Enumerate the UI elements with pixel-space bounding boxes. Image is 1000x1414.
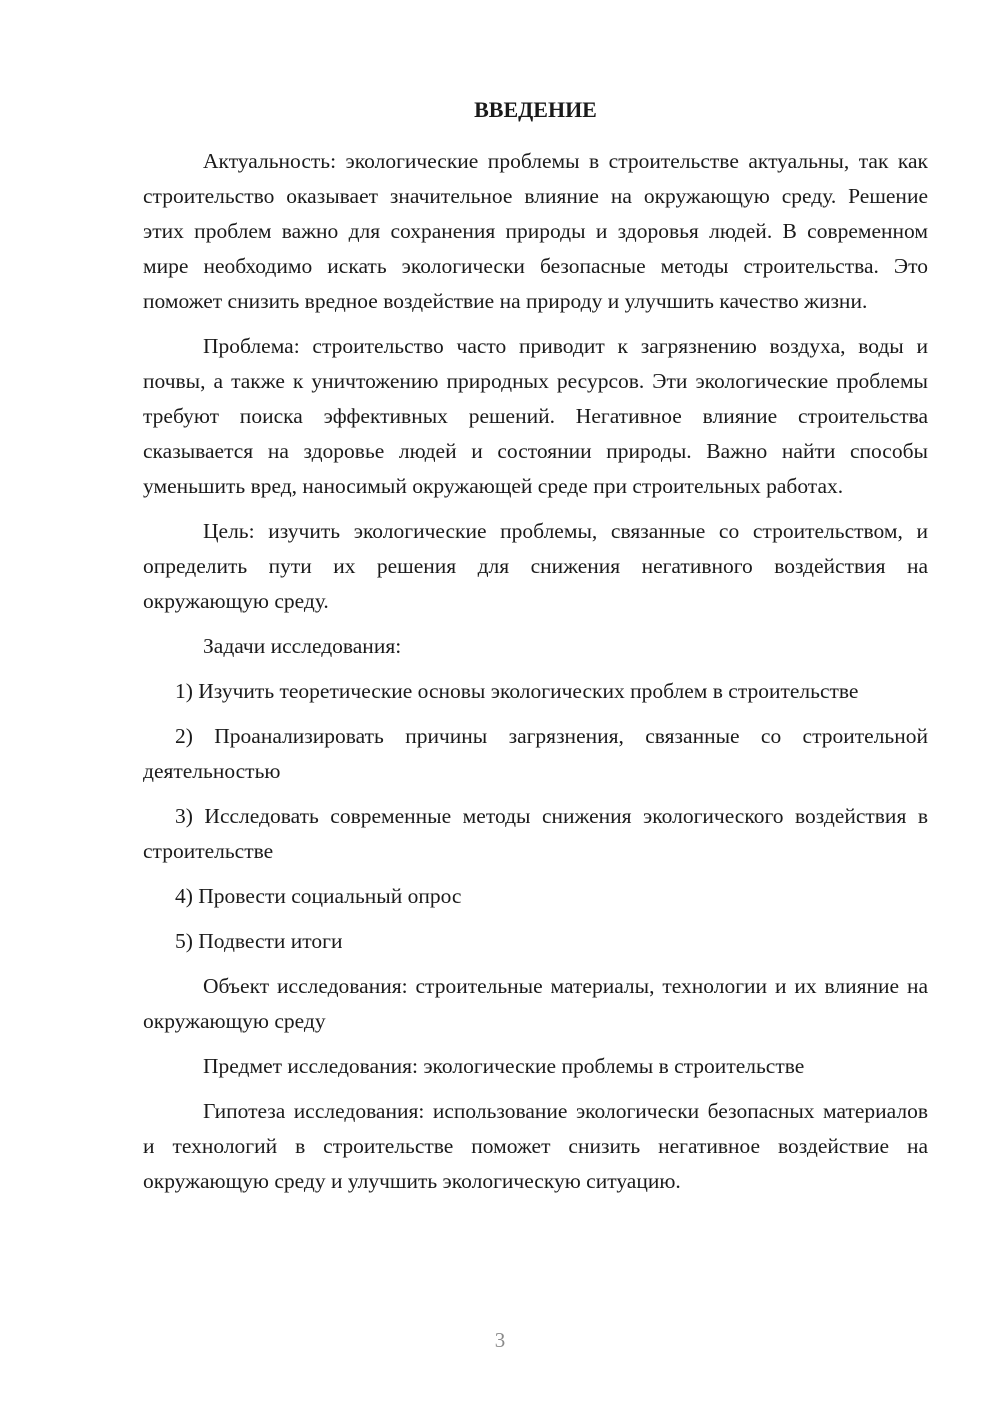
paragraph-subject: Предмет исследования: экологические проблемы в строительстве (203, 1054, 805, 1078)
paragraph-object: Объект исследования: строительные материалы, технологии и их влияние на окружающую среду (143, 974, 928, 1033)
section-heading: ВВЕДЕНИЕ (474, 97, 597, 122)
page-number: 3 (494, 1328, 506, 1352)
paragraph-hypothesis: Гипотеза исследования: использование экологически безопасных материалов и технологий в строительстве поможет снизить негативное воздействие на окружающую среду и улучшить экологическую ситуацию. (143, 1099, 928, 1193)
task-item-5: 5) Подвести итоги (175, 929, 343, 953)
task-item-4: 4) Провести социальный опрос (175, 884, 462, 908)
paragraph-relevance: Актуальность: экологические проблемы в строительстве актуальны, так как строительство оказывает значительное влияние на окружающую среду. Решение этих проблем важно для сохранения природы и здоровья людей. В современном мире необходимо искать экологически безопасные методы строительства. Это поможет снизить вредное воздействие на природу и улучшить качество жизни. (143, 149, 928, 313)
document-body (143, 144, 928, 1209)
task-item-3: 3) Исследовать современные методы снижения экологического воздействия в строительстве (143, 804, 928, 863)
task-item-2: 2) Проанализировать причины загрязнения, связанные со строительной деятельностью (143, 724, 928, 783)
paragraph-tasks-heading: Задачи исследования: (203, 634, 402, 658)
paragraph-problem: Проблема: строительство часто приводит к загрязнению воздуха, воды и почвы, а также к уничтожению природных ресурсов. Эти экологические проблемы требуют поиска эффективных решений. Негативное влияние строительства сказывается на здоровье людей и состоянии природы. Важно найти способы уменьшить вред, наносимый окружающей среде при строительных работах. (143, 334, 928, 498)
task-item-1: 1) Изучить теоретические основы экологических проблем в строительстве (175, 679, 859, 703)
paragraph-goal: Цель: изучить экологические проблемы, связанные со строительством, и определить пути их решения для снижения негативного воздействия на окружающую среду. (143, 519, 928, 613)
